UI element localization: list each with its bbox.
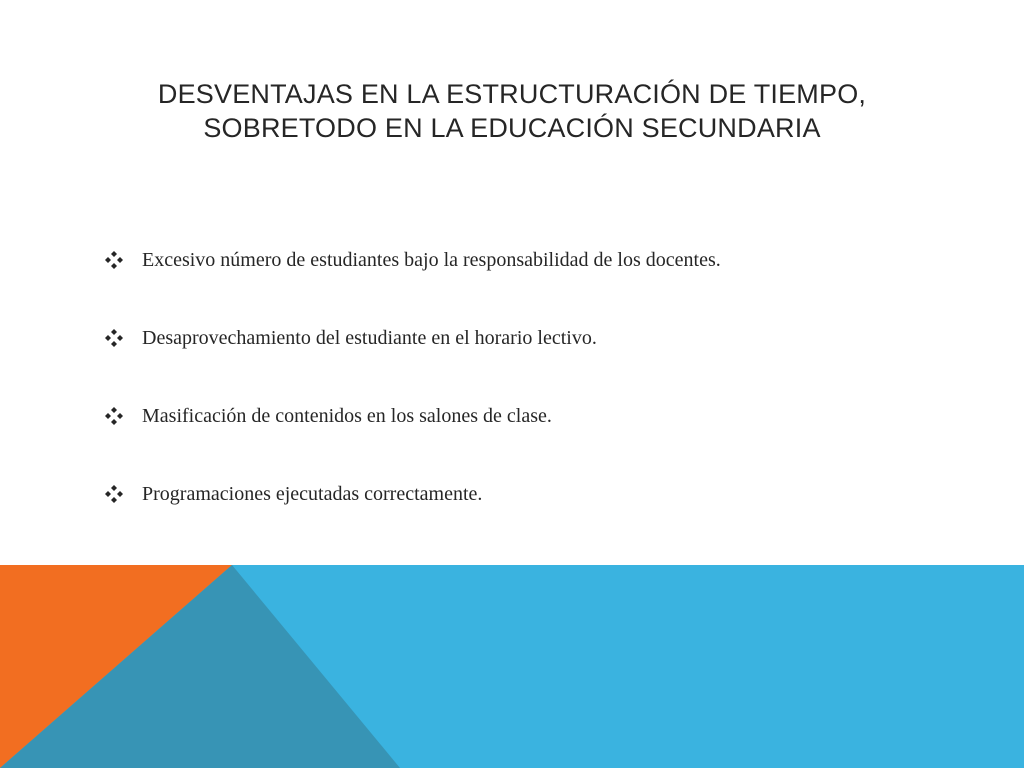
diamond-bullet-icon [104, 328, 124, 348]
slide-title-line-1: DESVENTAJAS EN LA ESTRUCTURACIÓN DE TIEMPO, [157, 79, 867, 109]
slide-title [100, 77, 924, 145]
diamond-bullet-icon [104, 484, 124, 504]
bullet-text: Excesivo número de estudiantes bajo la responsabilidad de los docentes. [142, 249, 721, 271]
decorative-footer-band [0, 565, 1024, 768]
diamond-bullet-icon [104, 406, 124, 426]
diamond-bullet-icon [104, 250, 124, 270]
bullet-item [104, 243, 944, 277]
bullet-item [104, 477, 944, 511]
bullet-list [104, 243, 944, 555]
bullet-item [104, 399, 944, 433]
bullet-text: Programaciones ejecutadas correctamente. [142, 483, 483, 505]
slide-title-line-2: SOBRETODO EN LA EDUCACIÓN SECUNDARIA [203, 113, 821, 143]
bullet-text: Desaprovechamiento del estudiante en el horario lectivo. [142, 327, 597, 349]
bullet-item [104, 321, 944, 355]
bullet-text: Masificación de contenidos en los salones de clase. [142, 405, 552, 427]
